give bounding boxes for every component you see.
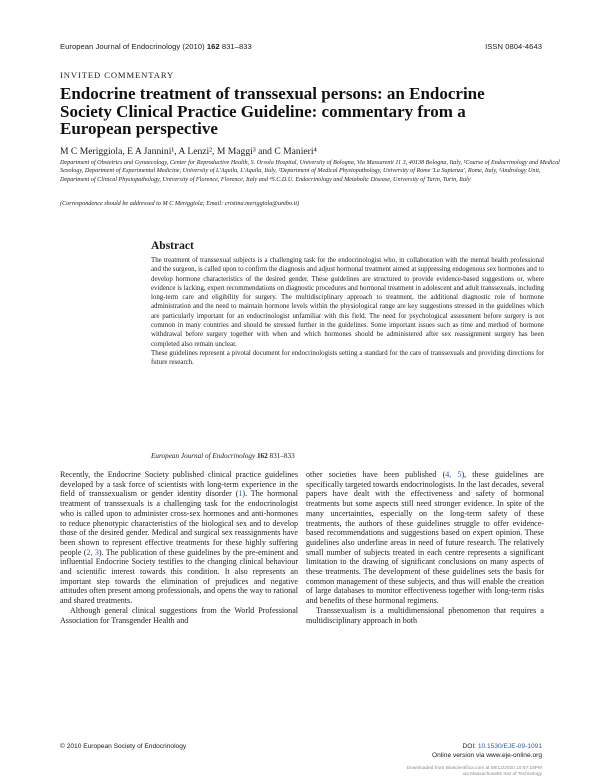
section-label: INVITED COMMENTARY xyxy=(60,70,175,80)
right-p1-text-b: ), these guidelines are specifically targeted towards endocrinologists. In the last decades, several papers have dealt with the effectiveness and safety of hormonal treatments but some aspects still need stronger evidence. In spite of the many uncertainties, especially on the long-term safety of these treatments, the authors of these guidelines struggle to offer evidence-based recommendations and suggestions based on expert opinion. These guidelines also underline areas in need of future research. The relatively small number of subjects treated in each centre represents a significant limitation to the drawing of significant conclusions on many aspects of these treatments. The development of these guidelines sets the basis for common management of these subjects, and thus will enable the creation of large databases to monitor effectiveness together with long-term risks and benefits of these hormonal regimens. xyxy=(306,470,544,606)
affiliations: Department of Obstetrics and Gynaecology, Center for Reproductive Health, S. Orsola Hospital, University of Bologna, Via Massarenti 11 3, 40138 Bologna, Italy, ¹Course of Endocrinology and Medical Sexology, Department of Experimental Medicine, University of L'Aquila, L'Aquila, Italy, ²Department of Medical Physiopathology, University of Rome 'La Sapienza', Rome, Italy, ³Andrology Unit, Department of Clinical Physiopathology, University of Florence, Florence, Italy and ⁴S.C.D.U. Endocrinology and Metabolic Disease, University of Turin, Turin, Italy xyxy=(60,160,560,183)
footer-doi xyxy=(462,743,542,750)
reference-link-4-5[interactable]: 4, 5 xyxy=(445,470,462,479)
reference-link-1[interactable]: 1 xyxy=(238,489,243,499)
article-title: Endocrine treatment of transsexual persons: an Endocrine Society Clinical Practice Guideline: commentary from a European perspective xyxy=(60,84,485,138)
body-column-right xyxy=(306,470,544,625)
citation-pages: 831–833 xyxy=(269,452,295,460)
citation-journal: European Journal of Endocrinology xyxy=(151,452,256,460)
header-issn: ISSN 0804-4643 xyxy=(485,42,542,51)
download-line-2: via Massachusetts Inst of Technology xyxy=(462,772,542,777)
citation-volume: 162 xyxy=(256,452,268,460)
footer-doi-label: DOI: xyxy=(462,743,478,750)
header-journal: European Journal of Endocrinology (2010) xyxy=(60,42,207,51)
abstract-paragraph-2: These guidelines represent a pivotal document for endocrinologists setting a standard for the care of transsexuals and providing directions for future research. xyxy=(151,349,544,367)
left-p1-text-c: ). The publication of these guidelines by the pre-eminent and influential Endocrine Society testifies to the changing clinical behaviour and scientific interest towards this condition. It also represents an important step towards the elimination of prejudices and negative attitudes often present among professionals, and opens the way to rational and shared treatments. xyxy=(60,547,298,606)
abstract-paragraph-1: The treatment of transsexual subjects is a challenging task for the endocrinologist who, in collaboration with the mental health professional and the surgeon, is called upon to confirm the diagnosis and adjust hormonal treatment aimed at suppressing endogenous sex hormones and to develop hormone characteristics of the desired gender. These guidelines are structured to provide evidence-based suggestions or, where evidence is lacking, expert recommendations on diagnostic procedures and hormonal treatment in adolescent and adult transsexuals, including long-term care and eligibility for surgery. The multidisciplinary approach to treatment, the additional diagnostic role of hormone administration and the need to maintain hormone levels within the physiological range are key suggestions stressed in the guidelines which are particularly important for an endocrinologist unfamiliar with this field. The need for psychological assessment before surgery is not common in many countries and should be stressed further in the guidelines. Some important issues such as time and method of hormone withdrawal before surgery together with when and which hormones should be administered after sex reassignment surgery has been completed also remain unclear. xyxy=(151,257,544,348)
abstract-body xyxy=(151,256,544,368)
correspondence: (Correspondence should be addressed to M C Meriggiola; Email: cristina.meriggiola@unibo.it) xyxy=(60,200,300,207)
header-volume: 162 xyxy=(206,42,220,51)
left-paragraph-2: Although general clinical suggestions from the World Professional Association for Transgender Health and xyxy=(60,605,298,625)
right-p1-text-a: other societies have been published ( xyxy=(306,470,446,479)
footer-copyright: © 2010 European Society of Endocrinology xyxy=(60,743,187,750)
body-column-left xyxy=(60,470,298,625)
running-header-journal xyxy=(60,42,252,51)
citation-line xyxy=(151,452,295,460)
download-watermark xyxy=(407,766,542,778)
right-paragraph-1 xyxy=(306,470,544,606)
reference-link-2-3[interactable]: 2, 3 xyxy=(86,547,99,557)
left-paragraph-1 xyxy=(60,470,298,606)
left-p1-text-a: Recently, the Endocrine Society published clinical practice guidelines developed by a task force of scientists with long-term experience in the field of transsexualism or gender identity disorder ( xyxy=(60,470,298,499)
header-pages: 831–833 xyxy=(219,42,252,51)
download-line-1: Downloaded from Bioscientifica.com at 08/12/2020 10:57:18PM xyxy=(406,766,542,771)
left-p1-text-b: ). The hormonal treatment of transsexuals is a challenging task for the endocrinologist who is called upon to administer cross-sex hormones and anti-hormones to reduce phenotypic characteristics of the biological sex and to develop those of the desired gender. Medical and surgical sex reassignments have been shown to represent effective treatments for these highly suffering people ( xyxy=(60,489,298,557)
doi-link[interactable]: 10.1530/EJE-09-1091 xyxy=(477,743,542,750)
footer-online: Online version via www.eje-online.org xyxy=(432,752,542,759)
abstract-heading: Abstract xyxy=(151,240,194,252)
author-list: M C Meriggiola, E A Jannini¹, A Lenzi², M Maggi³ and C Manieri⁴ xyxy=(60,146,317,157)
right-paragraph-2: Transsexualism is a multidimensional phenomenon that requires a multidisciplinary approach in both xyxy=(306,605,544,625)
